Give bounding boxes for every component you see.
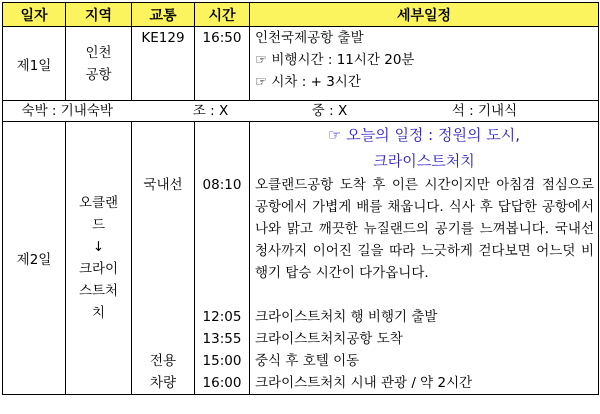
day2-transport-private-l2: 차량 — [149, 375, 177, 391]
breakfast-cell: 조 : X — [132, 101, 250, 122]
day1-region-line2: 공항 — [85, 66, 112, 83]
header-region: 지역 — [66, 3, 132, 27]
day2-region — [66, 122, 132, 395]
day2-highlight-line2: 크라이스트처치 — [373, 152, 475, 170]
day1-row — [3, 27, 599, 101]
day2-region-line2: 드 — [91, 217, 106, 233]
day2-transport-private-l1: 전용 — [149, 353, 177, 369]
day2-detail — [250, 122, 599, 395]
day2-time3: 13:55 — [202, 331, 242, 347]
day2-region-line5: 치 — [91, 305, 106, 321]
header-time: 시간 — [195, 3, 250, 27]
itinerary-table — [2, 2, 599, 395]
lodging-cell: 숙박 : 기내숙박 — [3, 101, 132, 122]
day2-description: 오클랜드공항 도착 후 이른 시간이지만 아침겸 점심으로 공항에서 가볍게 배를 채웁니다. 식사 후 답답한 공항에서 나와 맑고 깨끗한 뉴질랜드의 공기를 느껴봅니다. 국내선 청사까지 이어진 길을 따라 느긋하게 걷다보면 어느덧 비행기 탑승 시간이 다가옵니다. — [255, 177, 594, 281]
day1-region-line1: 인천 — [85, 44, 112, 61]
dinner-text: 석 : 기내식 — [451, 103, 518, 119]
day1-transport-text: KE129 — [141, 30, 185, 46]
day1-detail-line2: ☞ 비행시간 : 11시간 20분 — [255, 52, 415, 68]
header-transport: 교통 — [132, 3, 195, 27]
header-detail: 세부일정 — [250, 3, 599, 27]
day2-detail-line2: 크라이스트처치 행 비행기 출발 — [255, 309, 438, 325]
day2-date — [3, 122, 66, 395]
day2-time5: 16:00 — [202, 375, 242, 391]
day2-time2: 12:05 — [202, 309, 242, 325]
day2-time4: 15:00 — [202, 353, 242, 369]
day2-region-line1: 오클랜 — [78, 195, 119, 211]
day2-date-text: 제2일 — [16, 252, 52, 268]
lunch-text: 중 : X — [311, 103, 348, 119]
day1-date — [3, 27, 66, 101]
day2-times — [195, 122, 250, 395]
day1-date-text: 제1일 — [16, 57, 52, 74]
day2-highlight-line1: ☞ 오늘의 일정 : 정원의 도시, — [327, 126, 520, 144]
day1-detail-line3: ☞ 시차 : + 3시간 — [255, 74, 361, 90]
meal-row — [3, 101, 599, 122]
day2-region-arrow: ↓ — [92, 239, 105, 255]
day2-transport — [132, 122, 195, 395]
day2-transport-domestic: 국내선 — [143, 177, 183, 193]
day1-detail-line1: 인천국제공항 출발 — [255, 30, 364, 46]
day2-time1: 08:10 — [202, 177, 242, 193]
day2-detail-line3: 크라이스트처치공항 도착 — [255, 331, 403, 347]
day1-time — [195, 27, 250, 101]
meal-cell — [250, 101, 599, 122]
day2-detail-line4: 중식 후 호텔 이동 — [255, 353, 360, 369]
day1-time-text: 16:50 — [202, 30, 242, 46]
header-date: 일자 — [3, 3, 66, 27]
day2-row — [3, 122, 599, 395]
day2-region-line3: 크라이 — [78, 261, 119, 277]
day1-detail — [250, 27, 599, 101]
day1-region — [66, 27, 132, 101]
header-row — [3, 3, 599, 27]
day1-transport — [132, 27, 195, 101]
day2-detail-line5: 크라이스트처치 시내 관광 / 약 2시간 — [255, 375, 473, 391]
day2-region-line4: 스트처 — [78, 283, 119, 299]
